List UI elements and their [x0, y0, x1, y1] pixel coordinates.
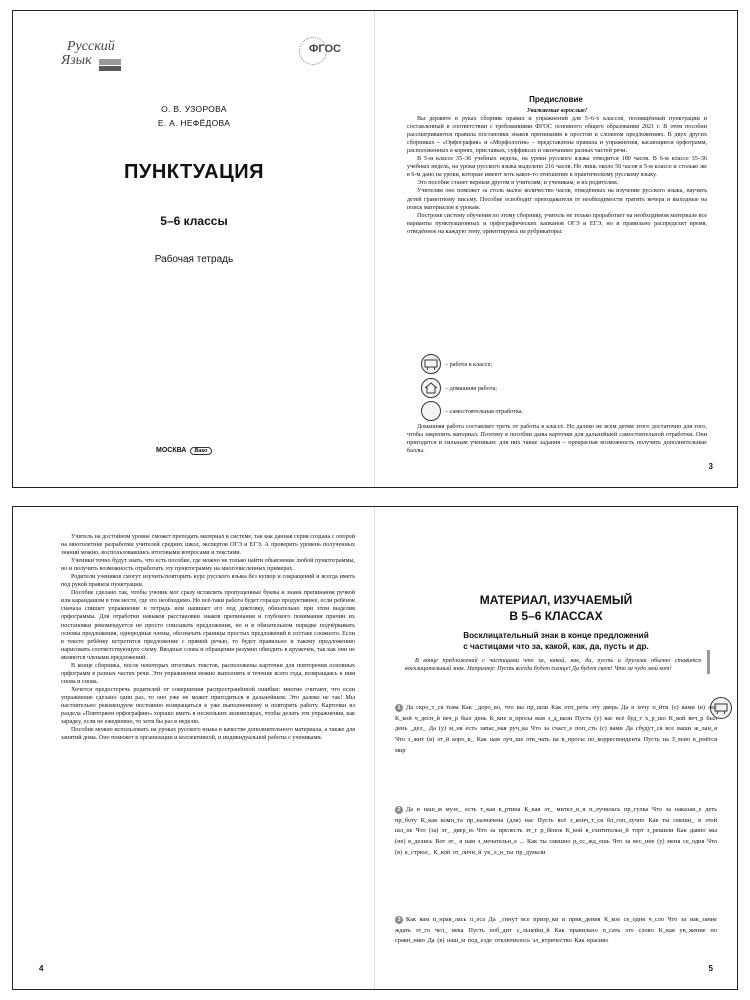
publisher-city: МОСКВА: [156, 447, 187, 454]
exercise-number: 1: [395, 704, 403, 712]
intro-paragraph: Пособие можно использовать на уроках русского языка в качестве дополнительного материала, а также для занятий дома. Оно поможет в организации и коллективной, и индивидуальной работы с учениками.: [61, 727, 355, 742]
preface-paragraph: В 5-м классе 35–36 учебных недель, на уроки русского языка отводится 180 часов. В 6-м классе 35–36 учебных недель, на уроки русского языка выделено 216 часов. Но лишь около 50 часов в 5-м классе и столько же в 6-м дано на уроки, которые имеют хоть какое-то отношение к практическому русскому языку.: [407, 156, 707, 179]
spread-pages-3: [12, 10, 738, 488]
preface-page: [375, 11, 737, 487]
material-title-line2: В 5–6 КЛАССАХ: [509, 609, 603, 623]
empty-circle-icon: [421, 401, 441, 421]
rule-paragraph: В конце предложений с частицами что за, какой, как, да, пусть и другими обычно ставится восклицательный знак. Например: Пусть всегда будет солнце! Да будет свет! Что за чудо мой кот!: [405, 658, 701, 673]
exercise-text: Да скро_т_ся тьма Как _доро_во, что вы пр_шли Как отп_реть эту дверь Да я хочу п_йти (с) вами (в) лес К_кой ч_десн_й веч_р был день К_кие в_просы вам з_д_вали Пусть (у) вас всё буд_т х_р_шо К_кой веч_р был день _дел_ Да (у) м_ня есть запас_ная руч_ка Что за счаст_е поп_сть (с) вами Да сбудут_ся все ваши ж_лан_я Что з_жит (в) эт_й коро_к_ Как нам луч_ше отв_чать на в_просы по_корреспондента Пусть на З_млю в_рнётся мир: [395, 704, 717, 754]
house-icon: [421, 378, 441, 398]
page-5: [375, 507, 737, 989]
title-page: [13, 11, 375, 487]
preface-paragraph: Построив систему обучения по этому сборнику, учитель не только проработает на необходимом материале все варианты пунктуационных и орфографических капканов ОГЭ и ЕГЭ, но и правильно распределит время, отведённое на каждую тему, ориентируясь на рубрикаторы:: [407, 212, 707, 235]
classroom-icon: [421, 354, 441, 374]
intro-paragraph: Пособие сделано так, чтобы ученик мог сразу вставлять пропущенные буквы и знаки препинания ручкой или карандашом в том месте, где это необходимо. Но всё-таки работа будет гораздо продуктивнее, если ребёнок сначала спишет упражнение в тетрадь или напишет его под диктовку, обязательно при этом выделив орфограммы. Для отработки навыков расстановки знаков препинания и глубокого понимания причин их постановки рекомендуется не просто списывать предложения, но и в обязательном порядке подчёркивать основы предложения, однородные члены, обозначать границы простых предложений в составе сложного. Если в тексте ребёнку встретится предложение с прямой речью, то будет правильно и такому предложению нарисовать соответствующую схему. Вводные слова и обращения разумно обводить в кружочек, так как они не являются членами предложений.: [61, 590, 355, 661]
page-4: [13, 507, 375, 989]
preface-greeting: Уважаемые взрослые!: [526, 108, 588, 114]
preface-text: [407, 107, 707, 236]
exercise-text: Как вам п_нрав_лась п_еса Да _гинут все призр_ки и прив_дения К_кое се_одня ч_сло Что за нак_зание ждать эт_го чел_ века Пусть поб_дит с_льнейш_й Как правильно п_сать это слово К_кая ув_жение по сравн_нию Да (в) наш_м под_езде отключилось эл_ктричество Как красиво: [395, 916, 717, 945]
intro-paragraph: Родители учеников смогут изучить/повторить курс русского языка без купюр и сокращений и всегда иметь под рукой правила пунктуации.: [61, 574, 355, 589]
section-title-line1: Восклицательный знак в конце предложений: [463, 631, 649, 640]
material-title-line1: МАТЕРИАЛ, ИЗУЧАЕМЫЙ: [479, 593, 633, 607]
rubric-label: – работа в классе;: [445, 361, 493, 368]
margin-marker: [707, 650, 710, 674]
preface-paragraph: Это пособие станет верным другом и учителям, и ученикам, и их родителям.: [417, 180, 619, 187]
rubric-label: – самостоятельная отработка.: [445, 408, 524, 415]
exercise-2: [395, 805, 717, 859]
series-logo-tag2: [99, 66, 121, 71]
book-subtitle: Рабочая тетрадь: [154, 254, 234, 265]
exercise-text: Да в наш_м музе_ есть т_кая к_ртина К_кая эт_ мител_н_я п_лучилась пр_гулка Что за наказан_е деть пр_боту К_кая комн_та пр_назначена (для) нас Пусть всё з_конч_т_ся бл_гоп_лучно Как ты смешн_ в этой шл_пе Что (за) эт_ двер_ю Что за прелесть эт_т р_бёнок К_кой в_схитительн_й торт з_решили Как давно мы (не) в_делись Вот эт_ я нам з_мечательн_е ... Как ты смешно р_сс_жд_ешь Что за вес_нне (у) меня се_одня Что (в) к_стрюл_ К_кой от_личн_й ук_л_н_ты пр_думали: [395, 806, 717, 856]
intro-paragraph: Учитель на достойном уровне сможет преподать материал в системе, так как данная серия создана с опорой на многолетние разработки учителей средних школ, экспертов ОГЭ и ЕГЭ. А проверить уровень полученных знаний можно, воспользовавшись итоговыми вопросами и текстами.: [61, 534, 355, 557]
series-logo-line2: Язык: [61, 53, 92, 68]
page-number: 4: [39, 964, 44, 973]
section-title-line2: с частицами что за, какой, как, да, пусть и др.: [463, 642, 649, 651]
intro-paragraph: В конце сборника, после некоторых итоговых текстов, расположены карточки для повторения основных орфограмм в разных частях речи. Эти упражнения можно выполнять в течение всего года, возвращаясь к ним снова и снова.: [61, 662, 355, 685]
exercise-3: [395, 915, 717, 947]
intro-paragraph: Хочется предостеречь родителей от совершения распространённой ошибки: многие считают, что если упражнение сделано один раз, то оно уже не может пригодиться в дальнейшем. Это далеко не так! Мы настоятельно рекомендуем постоянно возвращаться к уже выполненному и повторять работу. Карточки из раздела «Повторяем орфографию» хорошо иметь в нескольких экземплярах, чтобы делать эти упражнения, как зарядку, если не ежедневно, то хотя бы раз в неделю.: [61, 686, 355, 726]
book-title: ПУНКТУАЦИЯ: [124, 161, 264, 183]
preface-paragraph: Учителям оно поможет за столь малое количество часов, отведённых на изучение русского языка, научить детей грамотному письму. Пособие освободит преподавателя от необходимости тратить вечера и выходные на поиск материалов к урокам.: [407, 188, 707, 211]
exercise-number: 2: [395, 806, 403, 814]
page-number: 3: [708, 462, 713, 471]
intro-paragraph: Ученики точно будут знать, что есть пособие, где можно не только найти объяснение любой пунктограммы, но и получить возможность отработать эту пунктограмму на многочисленных примерах.: [61, 558, 355, 573]
page-number: 5: [708, 964, 713, 973]
spread-pages-4-5: [12, 506, 738, 990]
preface-closing: [407, 423, 707, 455]
preface-closing-text: Домашняя работа составляет треть от работы в классе. Но далеко не всем детям этого достаточно для того, чтобы закрепить материал. Поэтому в пособии даны карточки для дальнейшей самостоятельной отработки. Они пригодятся и сильным ученикам: для них такие задания – прекрасная возможность получить дополнительные баллы.: [407, 424, 707, 455]
series-logo-tag: [99, 59, 121, 65]
publisher: [156, 447, 212, 455]
series-logo-line1: Русский: [67, 39, 115, 54]
rule-text: [405, 657, 701, 673]
exercise-1: [395, 703, 717, 757]
rubric-label: – домашняя работа;: [445, 385, 497, 392]
fgos-label: ФГОС: [309, 43, 341, 55]
preface-paragraph: Вы держите в руках сборник правил и упражнений для 5–6-х классов, посвящённый пунктуации и составленный в соответствии с требованиями ФГОС основного общего образования 2021 г. В этом пособии рассматриваются правила постановки знаков препинания в простом и сложном предложениях. В двух других сборниках – «Орфография» и «Морфология» – представлены правила и упражнения, касающиеся орфограмм, расположенных в корнях, приставках, суффиксах и окончаниях разных частей речи.: [407, 116, 707, 155]
grade-label: 5–6 классы: [160, 214, 228, 228]
exercise-number: 3: [395, 916, 403, 924]
author-2: Е. А. НЕФЁДОВА: [157, 118, 231, 128]
author-1: О. В. УЗОРОВА: [161, 104, 227, 114]
preface-heading: Предисловие: [529, 95, 583, 104]
series-logo: [61, 33, 121, 75]
intro-text: [61, 533, 355, 742]
publisher-logo: Вако: [190, 447, 211, 455]
